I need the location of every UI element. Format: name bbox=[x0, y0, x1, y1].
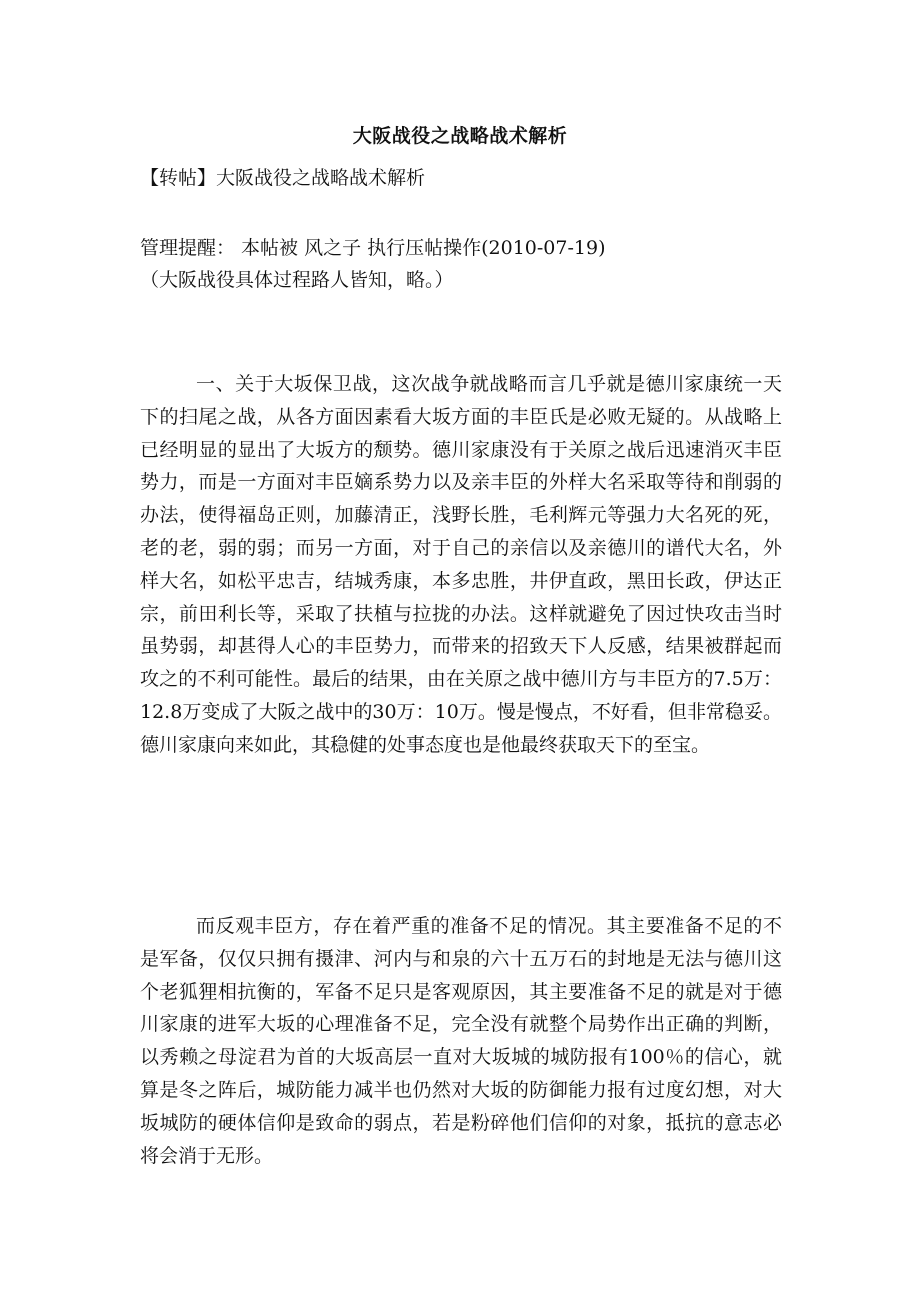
omission-note: （大阪战役具体过程路人皆知，略。） bbox=[140, 269, 454, 291]
admin-notice: 管理提醒： 本帖被 风之子 执行压帖操作(2010-07-19) bbox=[140, 237, 606, 259]
paragraph-strategy: 一、关于大坂保卫战，这次战争就战略而言几乎就是德川家康统一天下的扫尾之战，从各方面因素看大坂方面的丰臣氏是必败无疑的。从战略上已经明显的显出了大坂方的颓势。德川家康没有于关原之战后迅速消灭丰臣势力，而是一方面对丰臣嫡系势力以及亲丰臣的外样大名采取等待和削弱的办法，使得福岛正则，加藤清正，浅野长胜，毛利辉元等强力大名死的死，老的老，弱的弱；而另一方面，对于自己的亲信以及亲德川的谱代大名，外样大名，如松平忠吉，结城秀康，本多忠胜，井伊直政，黑田长政，伊达正宗，前田利长等，采取了扶植与拉拢的办法。这样就避免了因过快攻击当时虽势弱，却甚得人心的丰臣势力，而带来的招致天下人反感，结果被群起而攻之的不利可能性。最后的结果，由在关原之战中德川方与丰臣方的7.5万：12.8万变成了大阪之战中的30万：10万。慢是慢点，不好看，但非常稳妥。德川家康向来如此，其稳健的处事态度也是他最终获取天下的至宝。 bbox=[140, 373, 782, 756]
document-title: 大阪战役之战略战术解析 bbox=[352, 125, 568, 147]
paragraph-toyotomi-side: 而反观丰臣方，存在着严重的准备不足的情况。其主要准备不足的不是军备，仅仅只拥有摄津、河内与和泉的六十五万石的封地是无法与德川这个老狐狸相抗衡的，军备不足只是客观原因，其主要准备不足的就是对于德川家康的进军大坂的心理准备不足，完全没有就整个局势作出正确的判断，以秀赖之母淀君为首的大坂高层一直对大坂城的城防报有100％的信心，就算是冬之阵后，城防能力减半也仍然对大坂的防御能力报有过度幻想，对大坂城防的硬体信仰是致命的弱点，若是粉碎他们信仰的对象，抵抗的意志必将会消于无形。 bbox=[140, 915, 782, 1167]
repost-line: 【转帖】大阪战役之战略战术解析 bbox=[140, 167, 426, 189]
